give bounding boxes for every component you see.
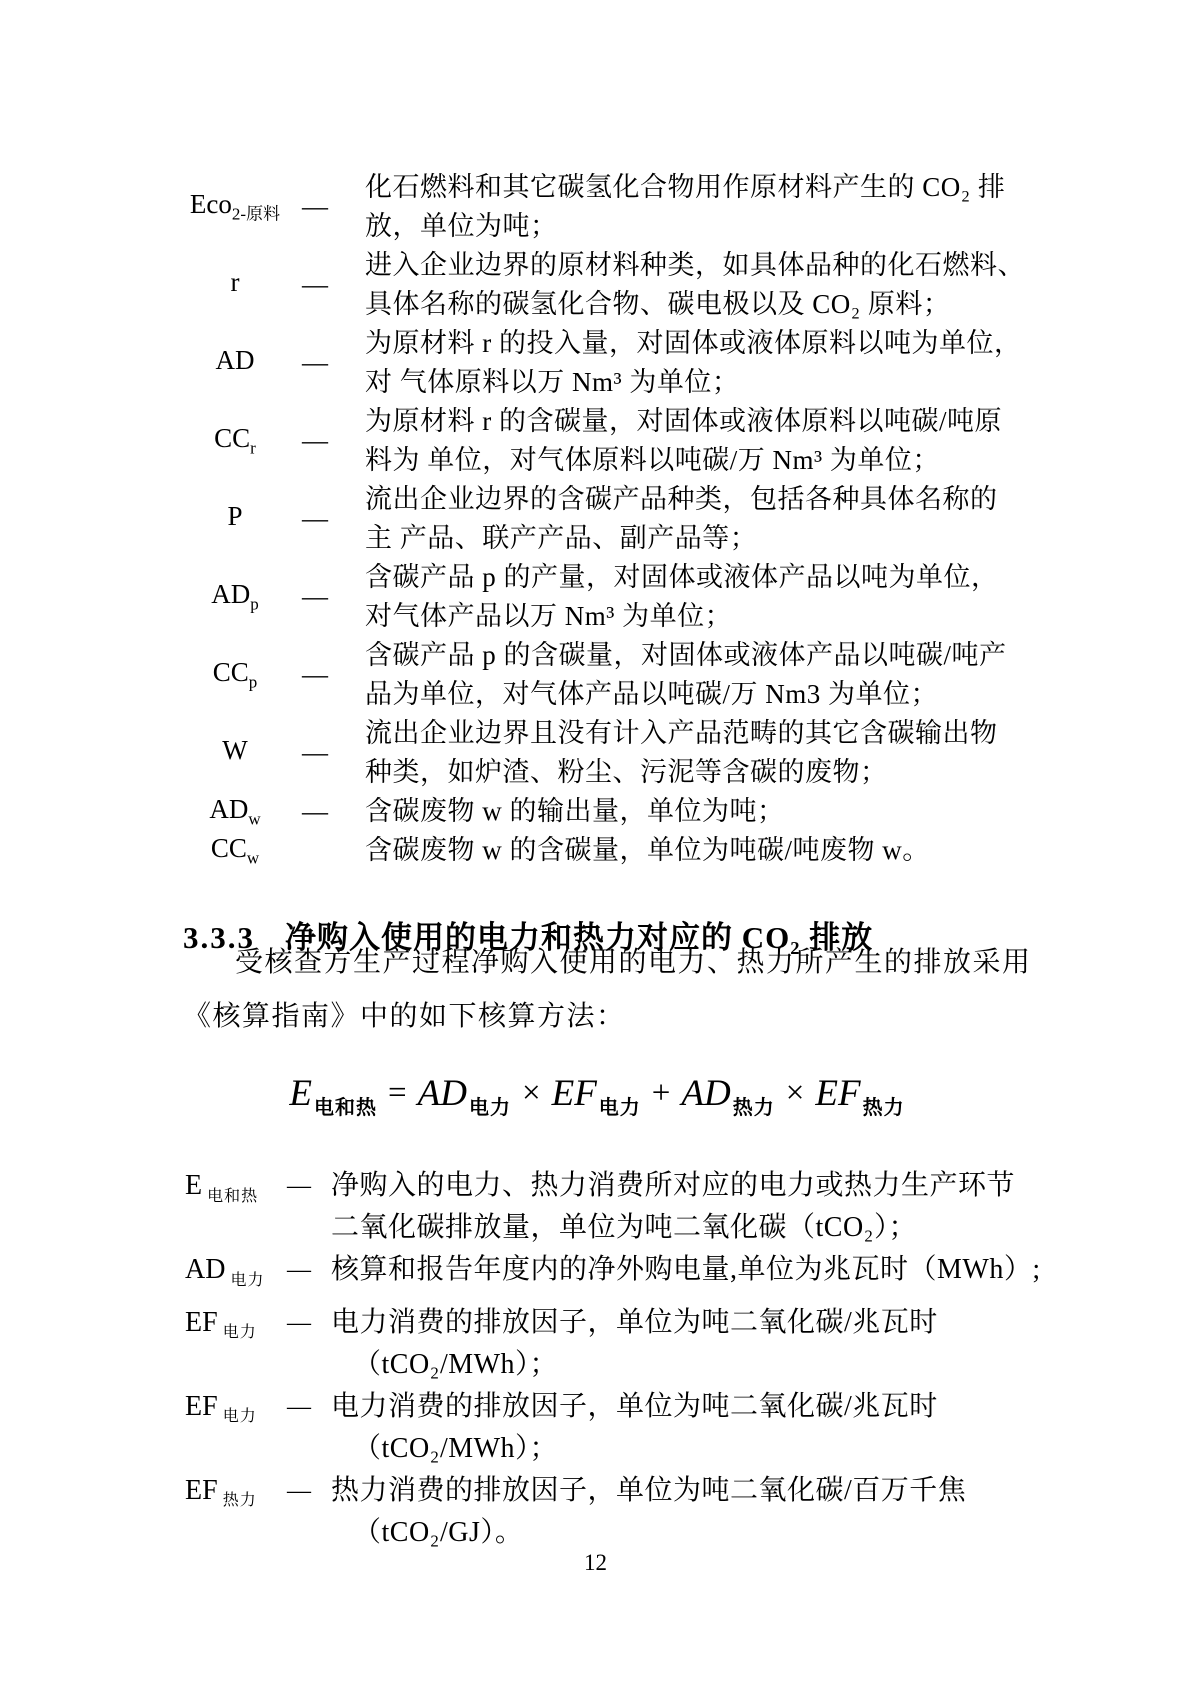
term-base: W [222, 735, 248, 766]
definition-row-adw [183, 792, 1033, 831]
definition-line: 为原材料 r 的含碳量，对固体或液体原料以吨碳/吨原 [365, 406, 1002, 436]
term-base: CC [214, 423, 251, 454]
formula-var-subscript: 电力 [468, 1097, 511, 1119]
definition-dash: — [287, 1173, 311, 1199]
term-label [183, 345, 287, 380]
term-subscript: p [248, 672, 258, 692]
definition-row-p [183, 480, 1033, 558]
term-subscript: 电力 [222, 1408, 257, 1426]
definition-line: 含碳废物 w 的含碳量，单位为吨碳/吨废物 w。 [365, 835, 930, 865]
definition-dash: — [302, 426, 328, 455]
definition-row-adp [183, 558, 1033, 636]
definition-text [331, 1386, 1063, 1470]
definition-dash: — [302, 582, 328, 611]
definition-row-ad [183, 324, 1033, 402]
definition-dash: — [302, 796, 328, 826]
definition-dash: — [287, 1393, 311, 1420]
term-label [183, 794, 287, 829]
formula-var: E [289, 1073, 313, 1114]
paragraph-line: 《核算指南》中的如下核算方法： [183, 1001, 626, 1032]
definition-row-ad-elec [183, 1249, 1063, 1302]
definition-line: 对 气体原料以万 Nm³ 为单位； [365, 367, 740, 397]
term-label [183, 1249, 283, 1302]
term-base: CC [212, 657, 249, 688]
term-label [183, 735, 287, 770]
definition-row-ef-heat [183, 1470, 1063, 1554]
definition-line: 为原材料 r 的投入量，对固体或液体原料以吨为单位， [365, 328, 1022, 358]
definition-line: 核算和报告年度内的净外购电量,单位为兆瓦时（MWh）; [331, 1254, 1041, 1285]
multiply-sign: × [521, 1075, 541, 1111]
definition-row-ef-elec-1 [183, 1302, 1063, 1386]
term-label [183, 833, 287, 868]
term-label [183, 267, 287, 302]
definition-text [343, 324, 1033, 402]
definition-dash: — [302, 270, 328, 299]
definition-line: 含碳产品 p 的产量，对固体或液体产品以吨为单位， [365, 562, 999, 592]
formula-var: AD [681, 1073, 731, 1114]
definition-row-ccw [183, 831, 1033, 870]
term-label [183, 423, 287, 458]
page-number: 12 [584, 1550, 607, 1575]
definition-row-e-elec-heat [183, 1165, 1063, 1249]
definition-line: 净购入的电力、热力消费所对应的电力或热力生产环节 [331, 1170, 1016, 1201]
body-paragraph [183, 936, 1033, 1044]
definition-dash: — [302, 348, 328, 377]
term-subscript: 电力 [230, 1271, 265, 1289]
definition-line: 种类，如炉渣、粉尘、污泥等含碳的废物； [365, 757, 888, 787]
term-subscript: w [246, 848, 260, 868]
definition-line: 二氧化碳排放量，单位为吨二氧化碳（tCO₂）； [331, 1212, 917, 1243]
term-base: AD [209, 793, 249, 824]
formula-var-subscript: 热力 [862, 1097, 905, 1119]
definition-line: 料为 单位，对气体原料以吨碳/万 Nm³ 为单位； [365, 445, 940, 475]
term-subscript: r [250, 438, 256, 458]
term-subscript: w [248, 809, 261, 829]
term-subscript: 2-原料 [231, 204, 281, 224]
definition-text [343, 831, 1033, 870]
definition-dash: — [302, 660, 328, 689]
formula-var-subscript: 电力 [598, 1097, 641, 1119]
formula-term [551, 1073, 641, 1119]
term-label [183, 657, 287, 692]
definition-text [343, 636, 1033, 714]
symbol-definitions-bottom [183, 1165, 1063, 1554]
formula-var-subscript: 热力 [732, 1097, 775, 1119]
definition-line: 放，单位为吨； [365, 211, 558, 241]
definition-dash: — [302, 192, 328, 221]
definition-line: 化石燃料和其它碳氢化合物用作原材料产生的 CO₂ 排 [365, 172, 1006, 202]
definition-line: （tCO₂/MWh）； [353, 1348, 559, 1380]
term-subscript: 热力 [222, 1492, 257, 1510]
definition-line: 品为单位，对气体产品以吨碳/万 Nm3 为单位； [365, 679, 939, 709]
definition-row-r [183, 246, 1033, 324]
definition-text [331, 1302, 1063, 1386]
definition-line: 对气体产品以万 Nm³ 为单位； [365, 601, 733, 631]
term-label [183, 501, 287, 536]
definition-row-eco2-raw [183, 168, 1033, 246]
formula-var: EF [815, 1073, 861, 1114]
term-base: EF [185, 1306, 218, 1338]
definition-dash: — [302, 738, 328, 767]
definition-text [343, 402, 1033, 480]
definition-line: 含碳产品 p 的含碳量，对固体或液体产品以吨碳/吨产 [365, 640, 1007, 670]
definition-text [343, 168, 1033, 246]
plus-sign: + [651, 1075, 671, 1111]
section-number: 3.3.3 [183, 919, 255, 955]
term-label [183, 579, 287, 614]
definition-text [331, 1470, 1063, 1554]
definition-line: 热力消费的排放因子，单位为吨二氧化碳/百万千焦 [331, 1474, 967, 1506]
definition-row-ef-elec-2 [183, 1386, 1063, 1470]
definition-row-ccr [183, 402, 1033, 480]
term-base: P [227, 501, 243, 532]
term-base: AD [185, 1254, 226, 1285]
definition-text [343, 714, 1033, 792]
definition-row-w [183, 714, 1033, 792]
formula-var: EF [551, 1073, 597, 1114]
definition-dash: — [287, 1257, 311, 1283]
term-label [183, 189, 287, 224]
formula-lhs [289, 1073, 378, 1119]
term-base: AD [211, 579, 251, 610]
definition-text [331, 1249, 1063, 1291]
term-label [183, 1470, 283, 1523]
definition-text [343, 480, 1033, 558]
term-base: EF [185, 1390, 218, 1422]
definition-text [343, 246, 1033, 324]
term-base: Eco [189, 189, 232, 220]
formula-term [417, 1073, 511, 1119]
term-label [183, 1386, 283, 1439]
term-subscript: 电和热 [207, 1187, 259, 1205]
term-base: EF [185, 1474, 218, 1506]
definition-line: （tCO₂/GJ）。 [353, 1516, 524, 1548]
definition-text [331, 1165, 1063, 1249]
definition-dash: — [287, 1477, 311, 1504]
definition-dash: — [287, 1309, 311, 1336]
term-base: AD [215, 345, 255, 376]
definition-text [343, 792, 1033, 831]
formula-var: AD [417, 1073, 467, 1114]
formula-var-subscript: 电和热 [314, 1097, 378, 1119]
definition-line: 具体名称的碳氢化合物、碳电极以及 CO₂ 原料； [365, 289, 951, 319]
definition-line: 含碳废物 w 的输出量，单位为吨； [365, 796, 785, 826]
definition-line: 流出企业边界的含碳产品种类，包括各种具体名称的 [365, 484, 998, 514]
emissions-formula [183, 1072, 1011, 1120]
definition-line: 主 产品、联产产品、副产品等； [365, 523, 758, 553]
definition-text [343, 558, 1033, 636]
definition-dash: — [302, 504, 328, 533]
section-title: 净购入使用的电力和热力对应的 CO₂ 排放 [285, 919, 874, 955]
term-subscript: p [250, 594, 259, 614]
symbol-definitions-top [183, 168, 1033, 870]
term-subscript: 电力 [222, 1324, 257, 1342]
term-label [183, 1165, 283, 1218]
formula-term [681, 1073, 775, 1119]
term-base: CC [210, 832, 247, 863]
definition-line: 电力消费的排放因子，单位为吨二氧化碳/兆瓦时 [331, 1390, 938, 1422]
definition-line: 进入企业边界的原材料种类，如具体品种的化石燃料、 [365, 250, 1025, 280]
equals-sign: = [388, 1075, 407, 1111]
term-base: r [230, 267, 240, 298]
multiply-sign: × [785, 1075, 805, 1111]
formula-term [815, 1073, 905, 1119]
definition-line: 电力消费的排放因子，单位为吨二氧化碳/兆瓦时 [331, 1306, 938, 1338]
definition-row-ccp [183, 636, 1033, 714]
term-label [183, 1302, 283, 1355]
definition-line: （tCO₂/MWh）； [353, 1432, 559, 1464]
paragraph-line: 受核查方生产过程净购入使用的电力、热力所产生的排放采用 [235, 947, 1032, 978]
definition-line: 流出企业边界且没有计入产品范畴的其它含碳输出物 [365, 718, 998, 748]
term-base: E [185, 1170, 203, 1201]
